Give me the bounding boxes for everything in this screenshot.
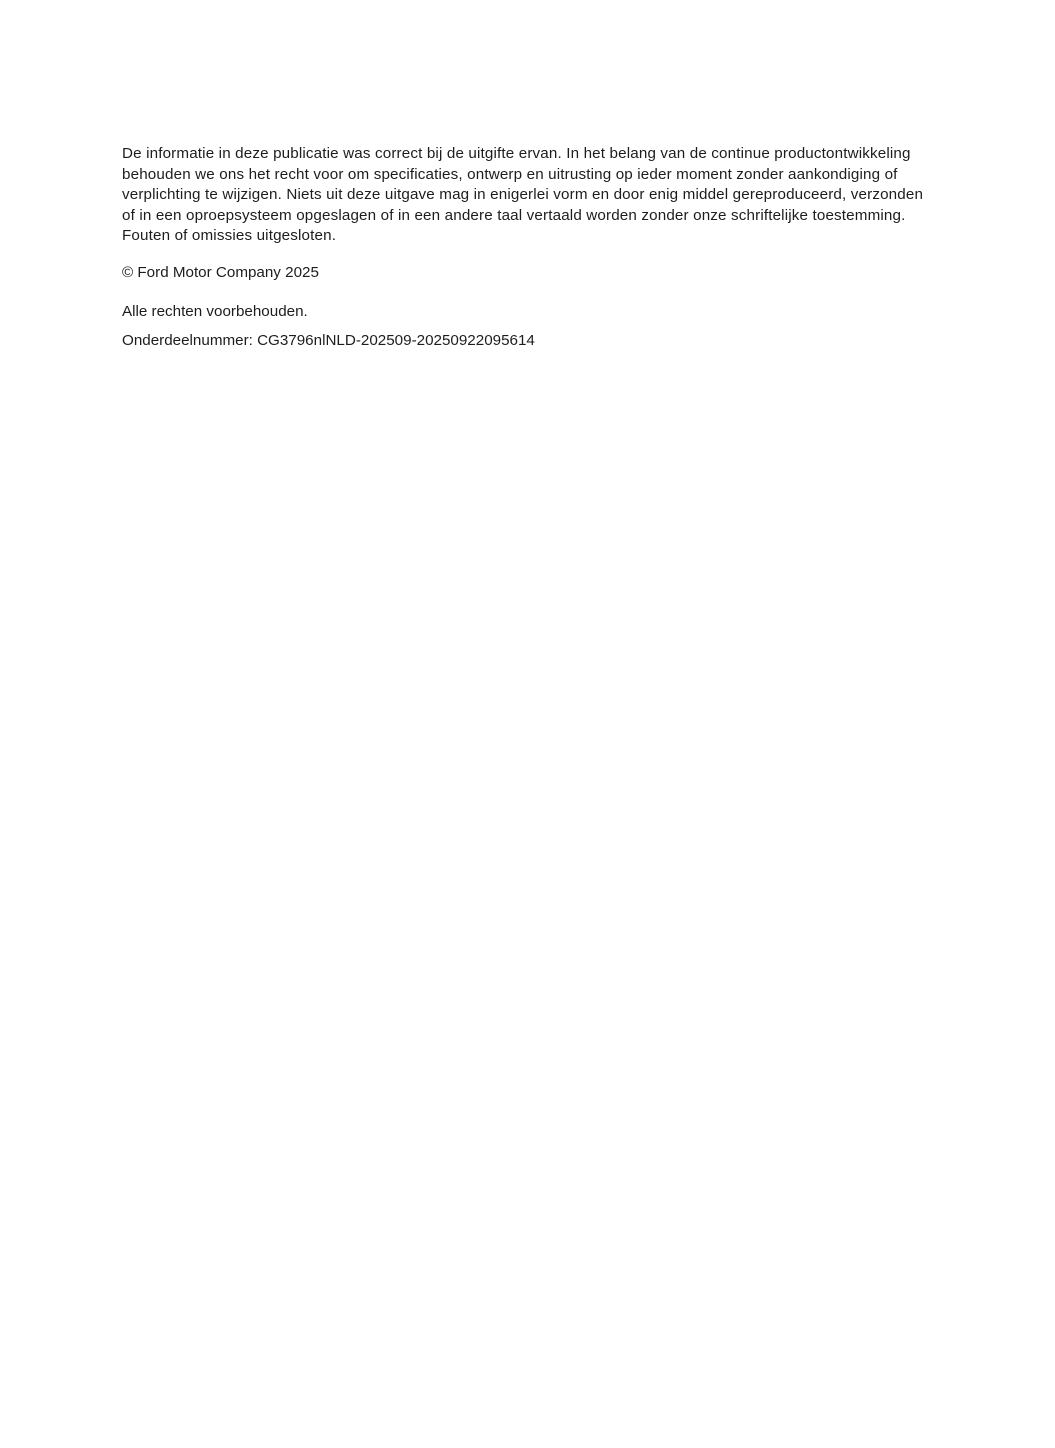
copyright-line: © Ford Motor Company 2025 xyxy=(122,263,319,281)
legal-disclaimer-paragraph: De informatie in deze publicatie was correct bij de uitgifte ervan. In het belang van de continue productontwikkeling behouden we ons het recht voor om specificaties, ontwerp en uitrusting op ieder moment zonder aankondiging of verplichting te wijzigen. Niets uit deze uitgave mag in enigerlei vorm en door enig middel gereproduceerd, verzonden of in een oproepsysteem opgeslagen of in een andere taal vertaald worden zonder onze schriftelijke toestemming. Fouten of omissies uitgesloten. xyxy=(122,145,924,244)
part-number-line: Onderdeelnummer: CG3796nlNLD-202509-20250922095614 xyxy=(122,331,535,349)
page-content xyxy=(122,144,934,351)
rights-reserved-line: Alle rechten voorbehouden. xyxy=(122,303,308,320)
